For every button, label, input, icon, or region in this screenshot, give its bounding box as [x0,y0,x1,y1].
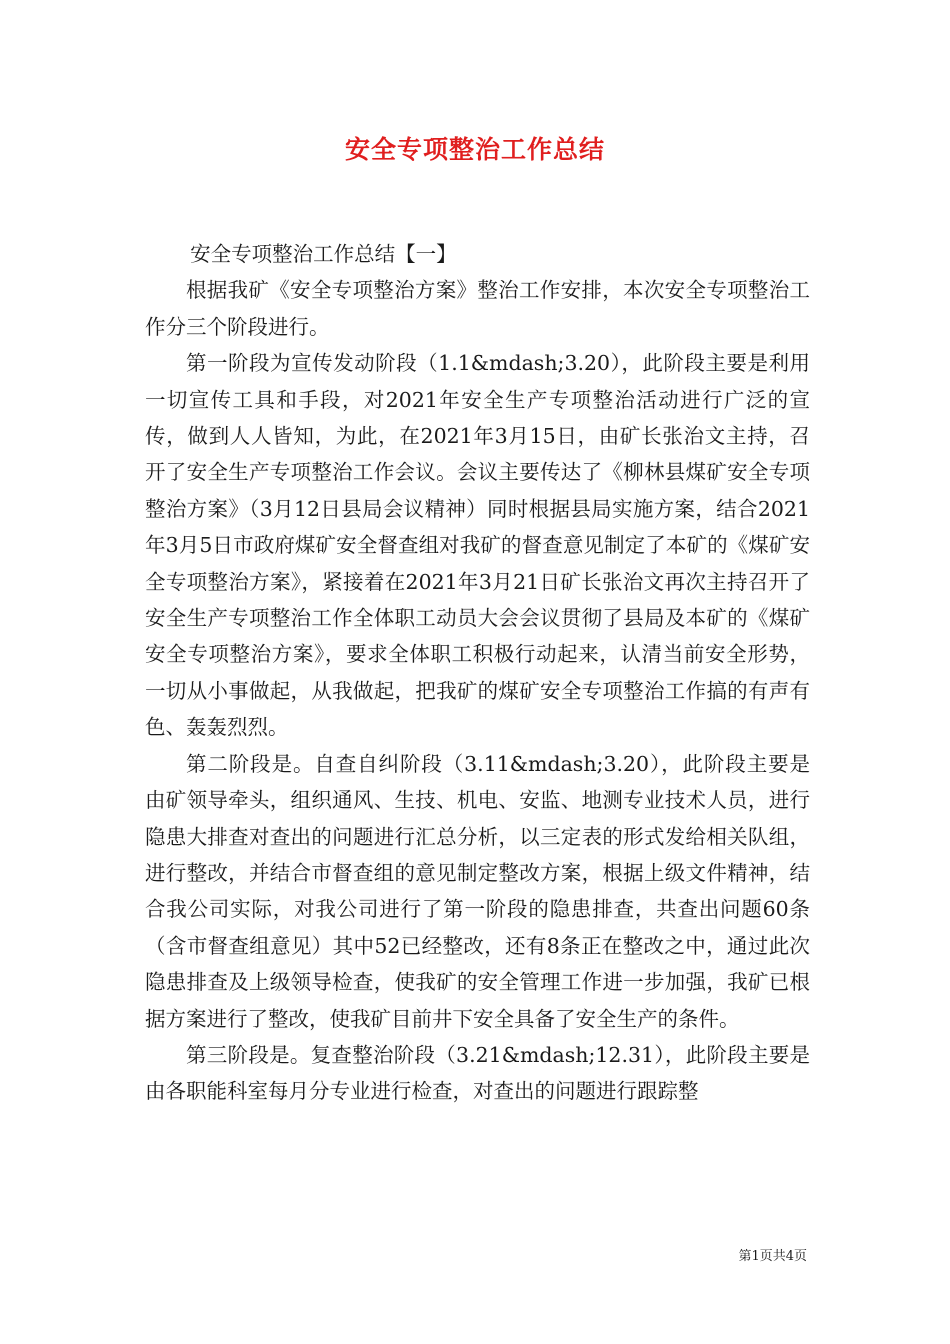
document-title: 安全专项整治工作总结 [344,135,605,164]
paragraph-intro: 根据我矿《安全专项整治方案》整治工作安排，本次安全专项整治工作分三个阶段进行。 [145,278,810,339]
paragraph-stage-one: 第一阶段为宣传发动阶段（1.1&mdash;3.20），此阶段主要是利用一切宣传工具和手段，对2021年安全生产专项整治活动进行广泛的宣传，做到人人皆知，为此，在2021年3月15日，由矿长张治文主持，召开了安全生产专项整治工作会议。会议主要传达了《柳林县煤矿安全专项整治方案》（3月12日县局会议精神）同时根据县局实施方案，结合2021年3月5日市政府煤矿安全督查组对我矿的督查意见制定了本矿的《煤矿安全专项整治方案》，紧接着在2021年3月21日矿长张治文再次主持召开了安全生产专项整治工作全体职工动员大会会议贯彻了县局及本矿的《煤矿安全专项整治方案》，要求全体职工积极行动起来，认清当前安全形势，一切从小事做起，从我做起，把我矿的煤矿安全专项整治工作搞的有声有色、轰轰烈烈。 [145,351,810,740]
section-heading: 安全专项整治工作总结【一】 [190,242,457,266]
paragraph-stage-three: 第三阶段是。复查整治阶段（3.21&mdash;12.31），此阶段主要是由各职能科室每月分专业进行检查，对查出的问题进行跟踪整 [145,1042,810,1104]
paragraph-stage-two: 第二阶段是。自查自纠阶段（3.11&mdash;3.20），此阶段主要是由矿领导牵头，组织通风、生技、机电、安监、地测专业技术人员，进行隐患大排查对查出的问题进行汇总分析，以三定表的形式发给相关队组，进行整改，并结合市督查组的意见制定整改方案，根据上级文件精神，结合我公司实际，对我公司进行了第一阶段的隐患排查，共查出问题60条（含市督查组意见）其中52已经整改，还有8条正在整改之中，通过此次隐患排查及上级领导检查，使我矿的安全管理工作进一步加强，我矿已根据方案进行了整改，使我矿目前井下安全具备了安全生产的条件。 [145,751,810,1031]
page-number: 第1页共4页 [738,1249,807,1264]
document-body [145,236,810,1110]
